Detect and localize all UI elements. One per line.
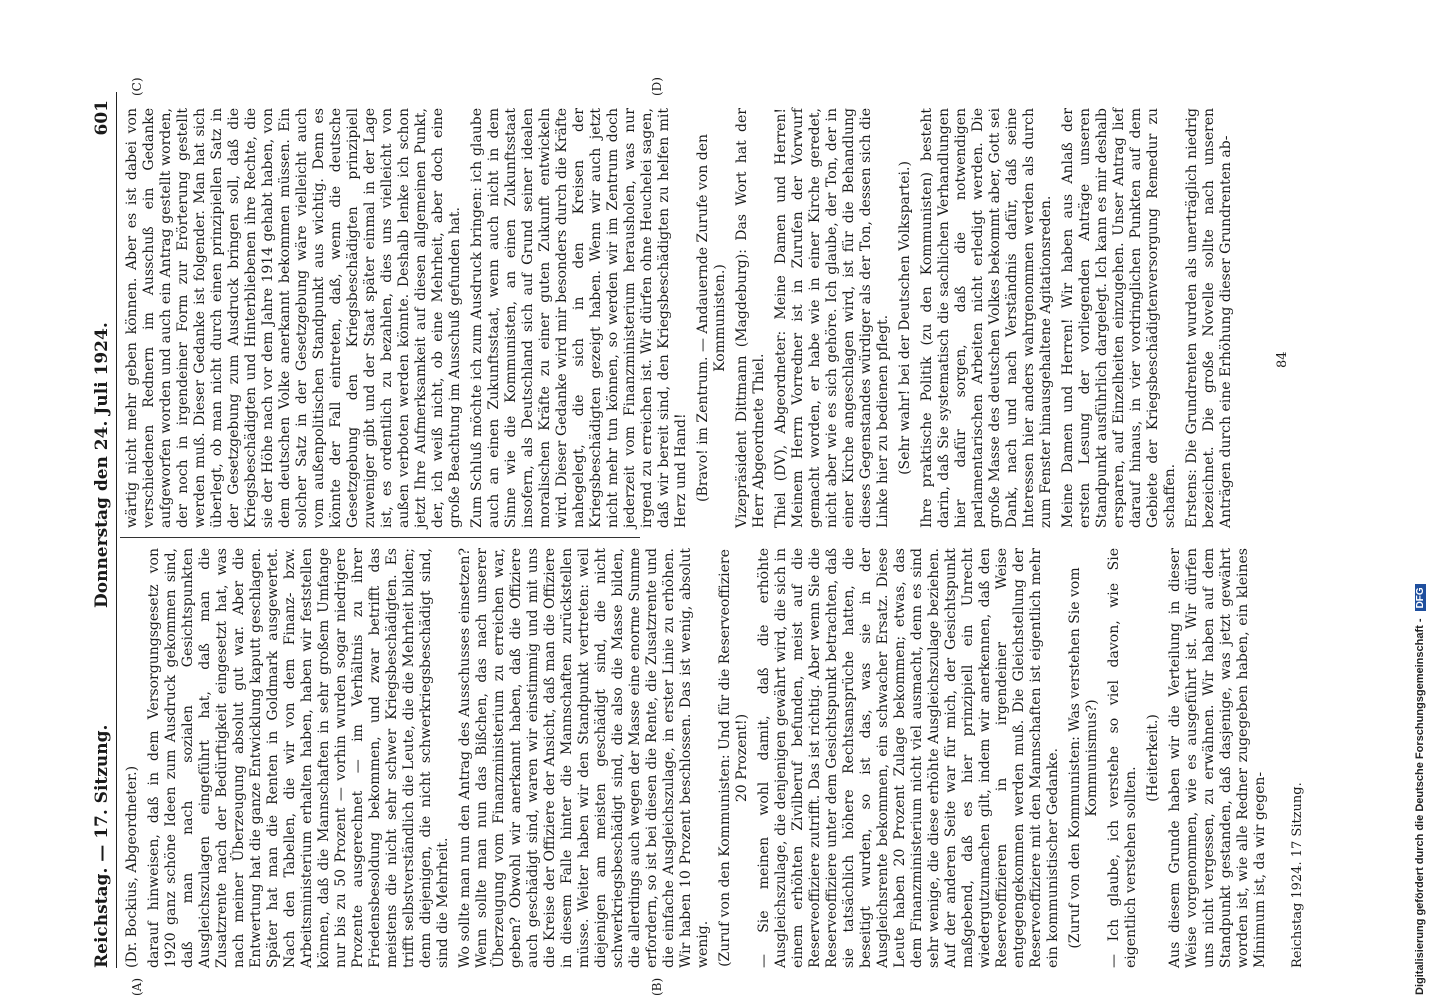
interjection: (Zuruf von den Kommunisten: Was verstehen Sie vom Kommunismus?) bbox=[1067, 567, 1100, 949]
rotated-page-content bbox=[90, 77, 1315, 996]
paragraph: Wo sollte man nun den Antrag des Ausschusses einsetzen? Wenn sollte man nun das Bißchen, das nach unserer Überzeugung vom Finanzministerium zu erreichen war, geben? Obwohl wir anerkannt haben, daß die Offiziere auch geschädigt sind, waren wir einstimmig und mit uns die Kreise der Offiziere der Ansicht, daß man die Offiziere in diesem Falle hinter die Mannschaften zurückstellen müsse. Weiter haben wir den Standpunkt vertreten: weil diejenigen am meisten geschädigt sind, die nicht schwerkriegsbeschädigt sind, die also die Masse bilden, die allerdings auch wegen der Masse eine enorme Summe erfordern, so ist bei diesen die Rente, die Zusatzrente und die einfache Ausgleichszulage, in erster Linie zu erhöhen. Wir haben 10 Prozent beschlossen. Das ist wenig, absolut wenig. bbox=[457, 548, 711, 968]
footer-signature: 84 bbox=[1275, 351, 1290, 368]
paragraph: Vizepräsident Dittmann (Magdeburg): Das Wort hat der Herr Abgeordnete Thiel. bbox=[734, 108, 767, 528]
paragraph: Ihre praktische Politik (zu den Kommunisten) besteht darin, daß Sie systematisch die sachlichen Verhandlungen hier dafür sorgen, daß die notwendigen parlamentarischen Arbeiten nicht erledigt werden. Die große Masse des deutschen Volkes bekommt aber, Gott sei Dank, nach und nach Verständnis dafür, daß seine Interessen hier anders wahrgenommen werden als durch zum Fenster hinausgehaltene Agitationsreden. bbox=[919, 108, 1054, 528]
left-column bbox=[124, 548, 1274, 968]
dfg-logo: DFG bbox=[1415, 584, 1426, 611]
margin-marker-b: (B) bbox=[650, 977, 664, 996]
paragraph: Erstens: Die Grundrenten wurden als unerträglich niedrig bezeichnet. Die große Novelle sollte nach unseren Anträgen durch eine Erhöhung dieser Grundrenten ab- bbox=[1184, 108, 1234, 528]
interjection: (Zuruf von den Kommunisten: Und für die Reserveoffiziere 20 Prozent!) bbox=[717, 549, 750, 967]
margin-marker-d: (D) bbox=[650, 77, 664, 96]
paragraph: — Ich glaube, ich verstehe so viel davon, wie Sie eigentlich verstehen sollten. bbox=[1106, 548, 1139, 968]
page-header bbox=[90, 92, 117, 968]
paragraph: wärtig nicht mehr geben können. Aber es ist dabei von verschiedenen Rednern im Ausschuß ein Gedanke aufgeworfen worden und auch ein Antrag gestellt worden, der noch in irgendeiner Form zur Erörterung gestellt werden muß. Dieser Gedanke ist folgender. Man hat sich überlegt, ob man nicht durch einen prinzipiellen Satz in der Gesetzgebung zum Ausdruck bringen soll, daß die Kriegsbeschädigten und Hinterbliebenen ihre Rechte, die sie der Höhe nach vor dem Jahre 1914 gehabt haben, von dem deutschen Volke anerkannt bekommen müssen. Ein solcher Satz in der Gesetzgebung wäre vielleicht auch vom außenpolitischen Standpunkt aus wichtig. Denn es könnte der Fall eintreten, daß, wenn die deutsche Gesetzgebung den Kriegsbeschädigten prinzipiell zuweniger gibt und der Staat später einmal in der Lage ist, es ordentlich zu bezahlen, dies uns vielleicht von außen verboten werden könnte. Deshalb lenke ich schon jetzt Ihre Aufmerksamkeit auf diesen allgemeinen Punkt, der, ich weiß nicht, ob eine Mehrheit, aber doch eine große Beachtung im Ausschuß gefunden hat. bbox=[124, 108, 463, 528]
paragraph: Thiel (DV), Abgeordneter: Meine Damen und Herren! Meinem Herrn Vorredner ist in Zurufen der Vorwurf gemacht worden, er habe wie in einer Kirche geredet, nicht aber wie es sich gehöre. Ich glaube, der Ton, der in einer Kirche angeschlagen wird, ist für die Behandlung dieses Gegenstandes würdiger als der Ton, dessen sich die Linke hier zu bedienen pflegt. bbox=[773, 108, 891, 528]
interjection: (Bravo! im Zentrum. — Andauernde Zurufe von den Kommunisten.) bbox=[695, 134, 728, 502]
margin-marker-c: (C) bbox=[130, 77, 144, 96]
margin-marker-a: (A) bbox=[130, 977, 144, 996]
paragraph: Meine Damen und Herren! Wir haben aus Anlaß der ersten Lesung der vorliegenden Anträge unseren Standpunkt ausführlich dargelegt. Ich kann es mir deshalb ersparen, auf Einzelheiten einzugehen. Unser Antrag lief darauf hinaus, in vier vordringlichen Punkten auf dem Gebiete der Kriegsbeschädigtenversorgung Remedur zu schaffen. bbox=[1060, 108, 1178, 528]
paragraph: Aus diesem Grunde haben wir die Verteilung in dieser Weise vorgenommen, wie es ausgeführt ist. Wir dürfen uns nicht vergessen, zu erwähnen. Wir haben auf dem Standpunkt gestanden, daß dasjenige, was jetzt gewährt worden ist, wie alle Redner zugegeben haben, ein kleines Minimum ist, da wir gegen- bbox=[1167, 548, 1268, 968]
speaker-note: (Dr. Bockius, Abgeordneter.) bbox=[124, 765, 140, 968]
paragraph: Zum Schluß möchte ich zum Ausdruck bringen: ich glaube auch an einen Zukunftsstaat, wenn auch nicht in dem Sinne wie die Kommunisten, an einen Zukunftsstaat insofern, als Deutschland sich auf Grund seiner idealen moralischen Kräfte zu einer guten Zukunft entwickeln wird. Dieser Gedanke wird mir besonders durch die Kräfte nahegelegt, die sich in den Kreisen der Kriegsbeschädigten gezeigt haben. Wenn wir auch jetzt nicht mehr tun können, so werden wir im Zentrum doch jederzeit vom Finanzministerium herausholen, was nur irgend zu erreichen ist. Wir dürfen ohne Heuchelei sagen, daß wir bereit sind, den Kriegsbeschädigten zu helfen mit Herz und Hand! bbox=[469, 108, 689, 528]
interjection: (Sehr wahr! bei der Deutschen Volkspartei.) bbox=[897, 161, 913, 475]
paragraph: — Sie meinen wohl damit, daß die erhöhte Ausgleichszulage, die denjenigen gewährt wird, die sich in einem erhöhten Zivilberuf befunden, meist auf die Reserveoffiziere zutrifft. Das ist richtig. Aber wenn Sie die Reserveoffiziere unter dem Gesichtspunkt betrachten, daß sie tatsächlich höhere Rechtsansprüche hatten, die beseitigt wurden, so ist das, was sie in der Ausgleichsrente bekommen, ein schwacher Ersatz. Diese Leute haben 20 Prozent Zulage bekommen; etwas, das dem Finanzministerium nicht viel ausmacht, denn es sind sehr wenige, die diese erhöhte Ausgleichszulage beziehen. Auf der anderen Seite war für mich, der Gesichtspunkt maßgebend, daß es hier prinzipiell ein Unrecht wiedergutzumachen gilt, indem wir anerkennen, daß den Reserveoffizieren in irgendeiner Weise entgegengekommen werden muß. Die Gleichstellung der Reserveoffiziere mit den Mannschaften ist eigentlich mehr ein kommunistischer Gedanke. bbox=[756, 548, 1061, 968]
header-date: Donnerstag den 24. Juli 1924. bbox=[92, 322, 112, 608]
dfg-credit-line bbox=[1414, 584, 1426, 995]
interjection: (Heiterkeit.) bbox=[1145, 714, 1161, 802]
right-column bbox=[124, 108, 1240, 528]
paragraph: darauf hinweisen, daß in dem Versorgungsgesetz von 1920 ganz schöne Ideen zum Ausdruck gekommen sind, daß man nach sozialen Gesichtspunkten Ausgleichszulagen eingeführt hat, daß man die Zusatzrente nach der Bedürftigkeit eingesetzt hat, was nach meiner Überzeugung absolut gut war. Aber die Entwertung hat die ganze Entwicklung kaputt geschlagen. Später hat man die Renten in Goldmark ausgewertet. Nach den Tabellen, die wir von dem Finanz- bzw. Arbeitsministerium erhalten haben, haben wir feststellen können, daß die Mannschaften in sehr großem Umfange nur bis zu 50 Prozent — vorhin wurden sogar niedrigere Prozente ausgerechnet — im Verhältnis zu ihrer Friedensbesoldung bekommen, und zwar betrifft das meistens die nicht sehr schwer Kriegsbeschädigten. Es trifft selbstverständlich die Leute, die die Mehrheit bilden; denn diejenigen, die nicht schwerkriegsbeschädigt sind, sind die Mehrheit. bbox=[146, 548, 451, 968]
dfg-credit-strip bbox=[1412, 0, 1434, 1000]
dfg-credit-text: Digitalisierung gefördert durch die Deutsche Forschungsgemeinschaft - bbox=[1414, 618, 1426, 995]
footer-imprint: Reichstag 1924. 17 Sitzung. bbox=[1290, 782, 1305, 968]
column-divider bbox=[120, 537, 640, 538]
header-session: Reichstag. — 17. Sitzung. bbox=[92, 724, 112, 968]
page-number: 601 bbox=[92, 100, 112, 136]
